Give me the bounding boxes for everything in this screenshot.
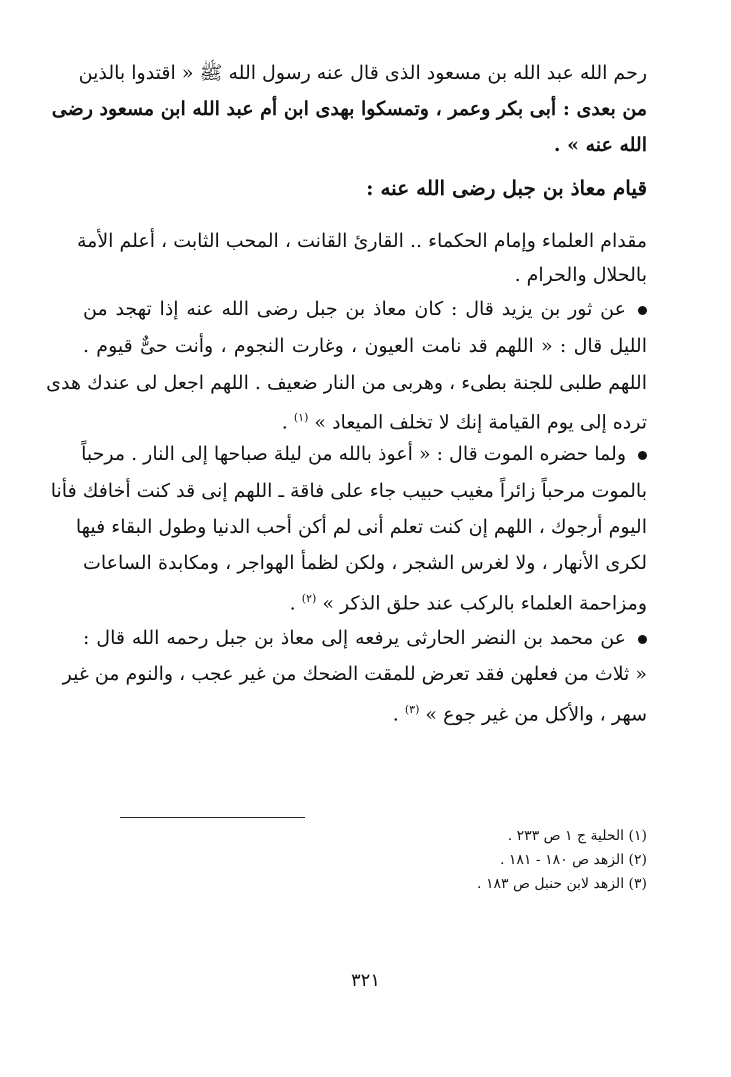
page-number: ٣٢١ — [350, 970, 380, 991]
paragraph-2-line-1: ولما حضره الموت قال : « أعوذ بالله من ليلة صباحها إلى النار . مرحباً — [83, 441, 647, 467]
paragraph-1-line-3: اللهم طلبى للجنة بطىء ، وهربى من النار ضعيف . اللهم اجعل لى عندك هدى — [46, 372, 647, 394]
bullet-icon — [638, 306, 647, 315]
bullet-icon — [638, 635, 647, 644]
description-line-1: مقدام العلماء وإمام الحكماء .. القارئ القانت ، المحب الثابت ، أعلم الأمة — [76, 230, 647, 252]
paragraph-3-line-3: سهر ، والأكل من غير جوع » $^{(٣)}$ . — [392, 703, 647, 726]
paragraph-2-line-3: اليوم أرجوك ، اللهم إن كنت تعلم أنى لم أكن أحب الدنيا وطول البقاء فيها — [75, 516, 647, 538]
paragraph-3-line-1: عن محمد بن النضر الحارثى يرفعه إلى معاذ بن جبل رحمه الله قال : — [83, 625, 647, 651]
description-line-2: بالحلال والحرام . — [514, 264, 647, 286]
paragraph-2-line-5: ومزاحمة العلماء بالركب عند حلق الذكر » $^{(٢)}$ . — [289, 592, 647, 615]
footnote-2: (٢) الزهد ص ١٨٠ - ١٨١ . — [499, 852, 647, 868]
intro-line-1: رحم الله عبد الله بن مسعود الذى قال عنه رسول الله ﷺ « اقتدوا بالذين — [78, 62, 647, 84]
footnote-ref-1: (١) — [293, 411, 309, 424]
footnote-ref-2: (٢) — [301, 592, 317, 605]
section-heading: قيام معاذ بن جبل رضى الله عنه : — [366, 176, 647, 200]
paragraph-2-line-4: لكرى الأنهار ، ولا لغرس الشجر ، ولكن لظمأ الهواجر ، ومكابدة الساعات — [83, 552, 647, 574]
intro-line-3: الله عنه » . — [553, 134, 647, 156]
paragraph-1-line-4: ترده إلى يوم القيامة إنك لا تخلف الميعاد » $^{(١)}$ . — [281, 411, 647, 434]
paragraph-3-line-2: « ثلاث من فعلهن فقد تعرض للمقت الضحك من غير عجب ، والنوم من غير — [62, 663, 647, 685]
footnote-divider — [120, 817, 305, 818]
footnote-1: (١) الحلية ج ١ ص ٢٣٣ . — [507, 828, 647, 844]
paragraph-1-line-1: عن ثور بن يزيد قال : كان معاذ بن جبل رضى الله عنه إذا تهجد من — [83, 296, 647, 322]
footnote-3: (٣) الزهد لابن حنبل ص ١٨٣ . — [477, 876, 647, 892]
intro-line-2: من بعدى : أبى بكر وعمر ، وتمسكوا بهدى ابن أم عبد الله ابن مسعود رضى — [51, 98, 647, 120]
paragraph-1-line-2: الليل قال : « اللهم قد نامت العيون ، وغارت النجوم ، وأنت حىٌّ قيوم . — [83, 335, 647, 357]
paragraph-2-line-2: بالموت مرحباً زائراً مغيب حبيب جاء على فاقة ـ اللهم إنى قد كنت أخافك فأنا — [50, 480, 647, 502]
footnote-ref-3: (٣) — [404, 703, 420, 716]
bullet-icon — [638, 451, 647, 460]
